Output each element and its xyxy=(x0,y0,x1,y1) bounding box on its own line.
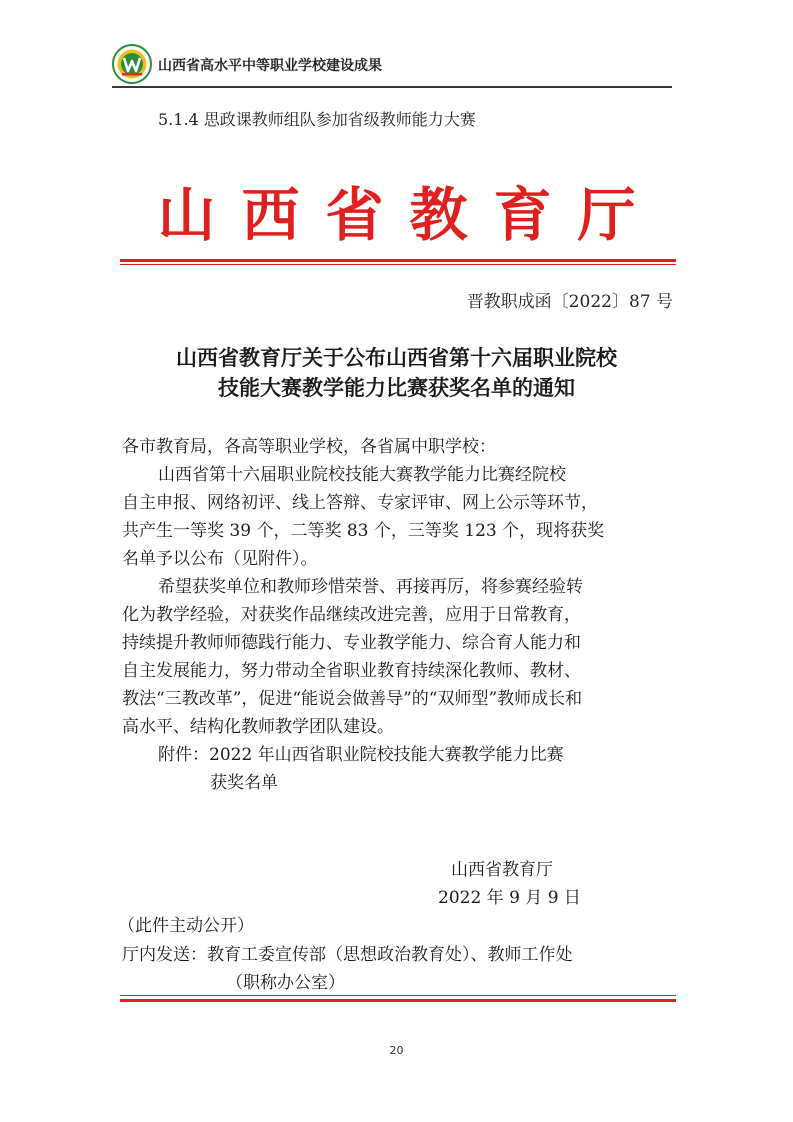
page-number: 20 xyxy=(389,1044,404,1057)
paragraph-line: 持续提升教师师德践行能力、专业教学能力、综合育人能力和 xyxy=(122,633,581,653)
paragraph-line: 名单予以公布（见附件）。 xyxy=(122,549,318,569)
disclosure-note: （此件主动公开） xyxy=(118,916,254,936)
letterhead-red-rule-thin xyxy=(120,264,676,265)
document-header xyxy=(112,44,672,86)
header-divider xyxy=(112,86,672,88)
paragraph-line: 共产生一等奖 39 个，二等奖 83 个，三等奖 123 个，现将获奖 xyxy=(122,521,605,541)
section-heading: 5.1.4 思政课教师组队参加省级教师能力大赛 xyxy=(158,110,476,129)
distribution-line: 厅内发送：教育工委宣传部（思想政治教育处）、教师工作处 xyxy=(122,945,573,965)
agency-letterhead-title: 山西省教育厅 xyxy=(157,181,662,249)
paragraph-line: 化为教学经验，对获奖作品继续改进完善，应用于日常教育， xyxy=(122,605,581,625)
paragraph-line: 高水平、结构化教师教学团队建设。 xyxy=(122,717,394,737)
notice-title-line2: 技能大赛教学能力比赛获奖名单的通知 xyxy=(218,376,575,400)
paragraph-line: 希望获奖单位和教师珍惜荣誉、再接再厉，将参赛经验转 xyxy=(158,577,583,597)
paragraph-line: 教法“三教改革”，促进“能说会做善导”的“双师型”教师成长和 xyxy=(122,689,583,709)
paragraph-line: 山西省第十六届职业院校技能大赛教学能力比赛经院校 xyxy=(158,465,566,485)
letterhead-red-rule-thick xyxy=(120,259,676,262)
footer-red-rule-thin xyxy=(120,995,676,996)
issuer-signature: 山西省教育厅 xyxy=(451,860,553,880)
school-emblem-icon xyxy=(112,44,152,84)
distribution-line: （职称办公室） xyxy=(226,973,345,993)
footer-red-rule-thick xyxy=(120,999,676,1002)
salutation: 各市教育局，各高等职业学校，各省属中职学校： xyxy=(122,437,496,457)
issue-date: 2022 年 9 月 9 日 xyxy=(438,888,581,908)
header-title: 山西省高水平中等职业学校建设成果 xyxy=(158,58,382,74)
paragraph-line: 自主申报、网络初评、线上答辩、专家评审、网上公示等环节， xyxy=(122,493,598,513)
attachment-line: 获奖名单 xyxy=(210,773,278,793)
paragraph-line: 自主发展能力，努力带动全省职业教育持续深化教师、教材、 xyxy=(122,661,581,681)
notice-title-line1: 山西省教育厅关于公布山西省第十六届职业院校 xyxy=(176,346,617,370)
attachment-line: 附件：2022 年山西省职业院校技能大赛教学能力比赛 xyxy=(158,745,564,765)
document-number: 晋教职成函〔2022〕87 号 xyxy=(466,292,673,312)
